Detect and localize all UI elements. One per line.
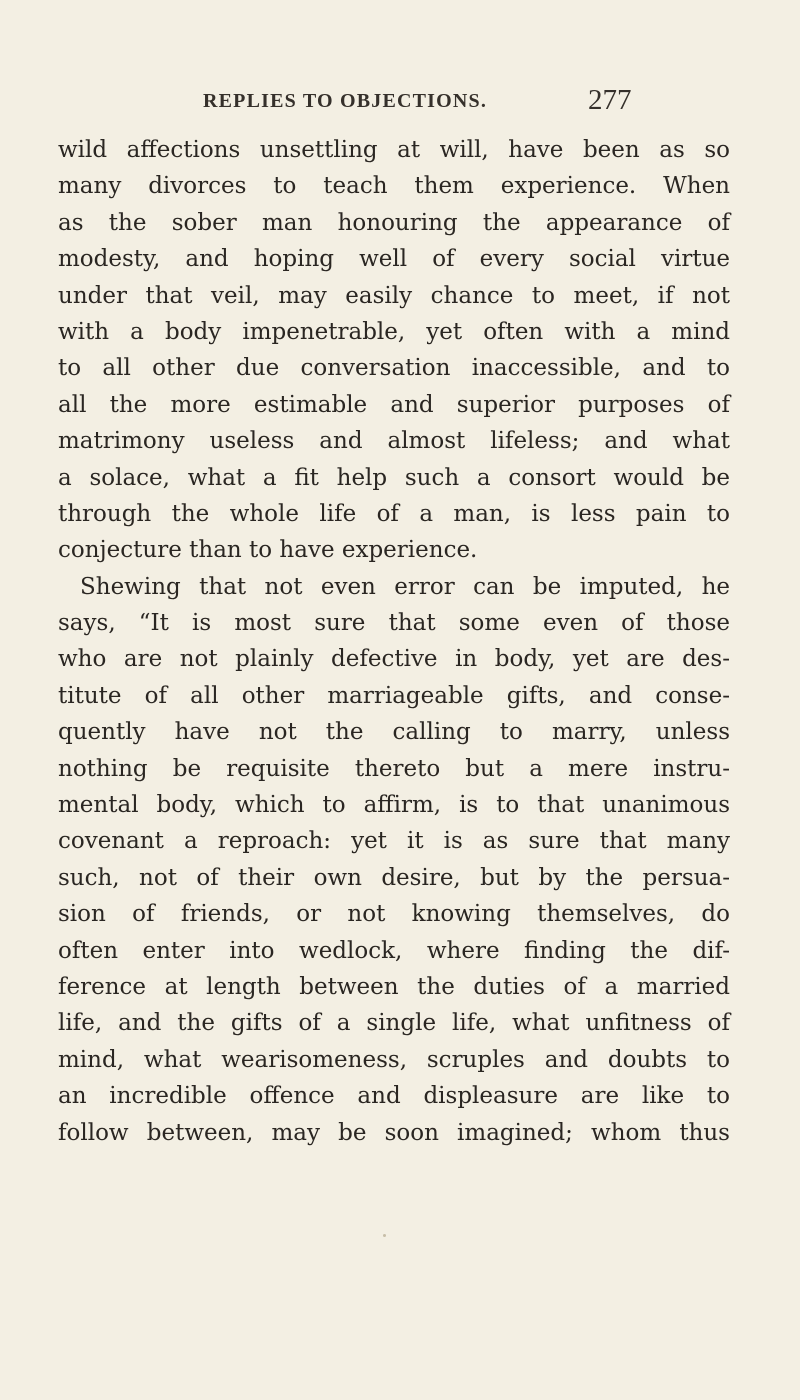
paper-speck [383,1234,386,1237]
text-line: an incredible offence and displeasure are like to [58,1083,730,1110]
text-line: modesty, and hoping well of every social virtue [58,246,730,273]
text-line: nothing be requisite thereto but a mere instru- [58,755,730,782]
text-line: conjecture than to have experience. [58,537,478,564]
text-line: follow between, may be soon imagined; whom thus [58,1119,730,1146]
text-line: ference at length between the duties of a married [58,973,730,1000]
text-line: such, not of their own desire, but by the persua- [58,864,730,891]
running-head [0,84,800,124]
text-line: under that veil, may easily chance to meet, if not [58,282,730,309]
text-line: sion of friends, or not knowing themselves, do [58,901,730,928]
text-line: wild affections unsettling at will, have been as so [58,137,730,163]
text-line: who are not plainly defective in body, yet are des- [58,646,730,673]
text-line: many divorces to teach them experience. When [58,173,730,200]
text-line: to all other due conversation inaccessible, and to [58,355,730,382]
body-text [58,132,730,1151]
text-line: quently have not the calling to marry, unless [58,719,730,746]
running-title: REPLIES TO OBJECTIONS. [203,90,488,112]
text-line: a solace, what a fit help such a consort would be [58,464,730,491]
text-line: often enter into wedlock, where finding the dif- [58,937,730,964]
text-line: Shewing that not even error can be imputed, he [80,573,730,600]
text-line: through the whole life of a man, is less pain to [58,500,730,527]
text-line: titute of all other marriageable gifts, and conse- [58,682,730,709]
text-line: says, “It is most sure that some even of those [58,610,730,637]
page-number: 277 [588,84,632,116]
text-line: mental body, which to affirm, is to that unanimous [58,792,730,819]
text-line: mind, what wearisomeness, scruples and doubts to [58,1046,730,1073]
text-line: all the more estimable and superior purposes of [58,391,730,418]
text-line: covenant a reproach: yet it is as sure that many [58,828,730,855]
text-line: with a body impenetrable, yet often with a mind [58,318,730,345]
text-line: life, and the gifts of a single life, what unfitness of [58,1010,730,1037]
text-line: matrimony useless and almost lifeless; and what [58,428,730,455]
text-line: as the sober man honouring the appearance of [58,209,730,236]
